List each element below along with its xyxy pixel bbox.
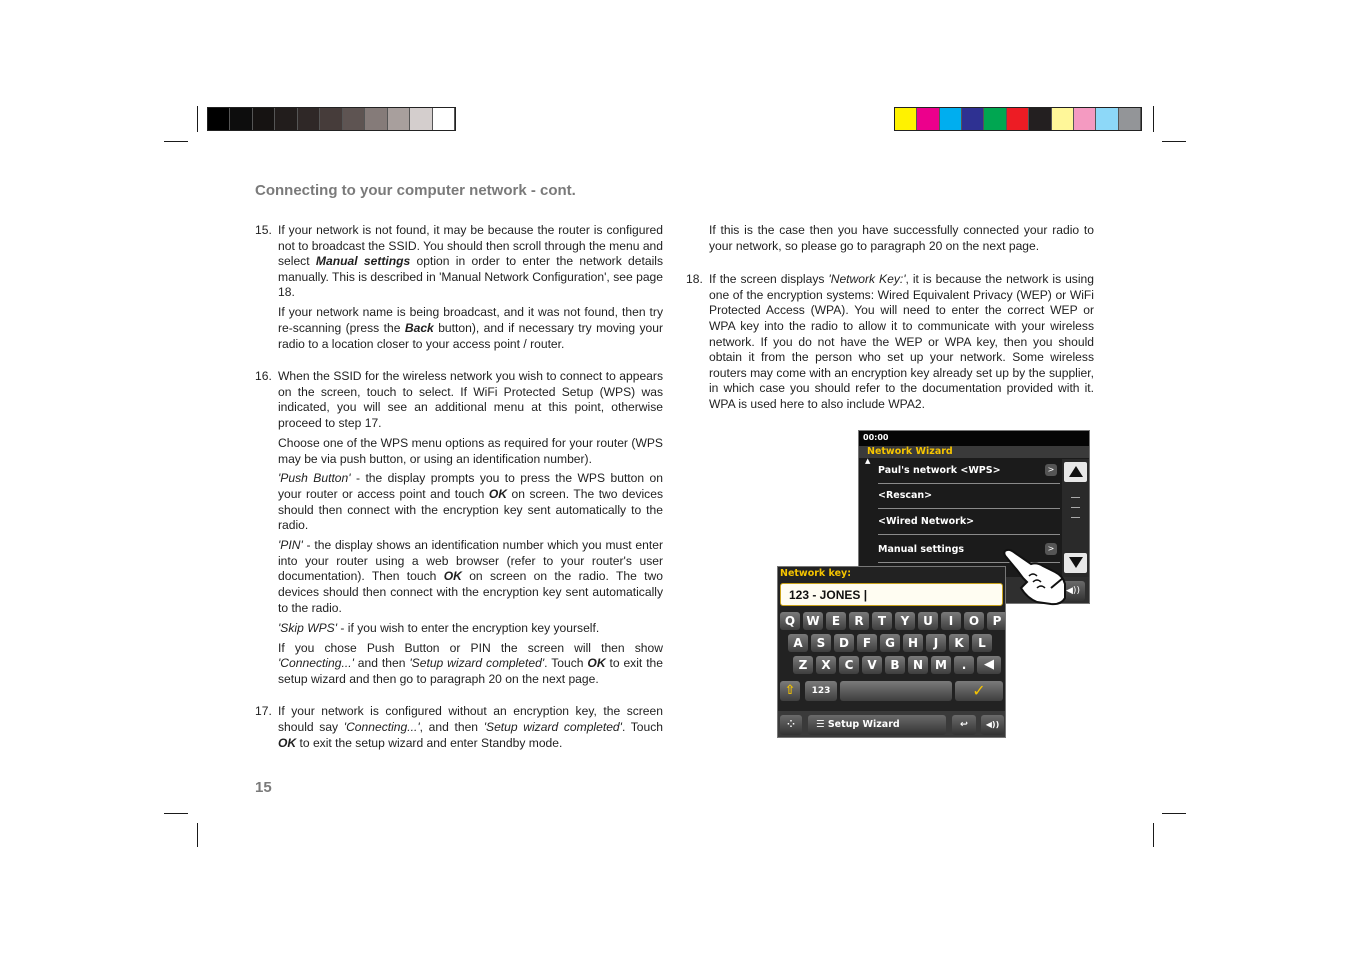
continuation-paragraph — [686, 223, 1094, 254]
page-heading: Connecting to your computer network - cont. — [255, 182, 576, 199]
color-swatch — [1029, 108, 1051, 130]
text: , and then — [419, 719, 484, 734]
step-15-paragraph-1 — [278, 223, 663, 301]
step-number: 16. — [255, 369, 272, 384]
text: to exit the setup wizard and then go to paragraph 20 on the next page. — [278, 656, 664, 686]
crop-mark — [1153, 106, 1154, 132]
menu-item-wired-network[interactable] — [878, 510, 1060, 535]
keyboard-row-3 — [793, 656, 974, 674]
left-column — [255, 223, 663, 768]
text: If your network is configured without an encryption key, the screen should say — [278, 704, 663, 734]
apps-icon[interactable]: ⁘ — [780, 715, 802, 735]
crop-mark — [164, 141, 188, 142]
key-a[interactable]: A — [788, 634, 808, 652]
setup-wizard-label: Setup Wizard — [827, 719, 900, 730]
key-o[interactable]: O — [964, 612, 984, 630]
key-g[interactable]: G — [880, 634, 900, 652]
network-key-value: 123 - JONES | — [789, 588, 868, 602]
key-t[interactable]: T — [872, 612, 892, 630]
network-key-input[interactable] — [780, 583, 1003, 606]
step-16-paragraph-5 — [278, 621, 663, 637]
keyboard-row-2 — [788, 634, 992, 652]
ok-term: OK — [443, 569, 462, 584]
key-z[interactable]: Z — [793, 656, 813, 674]
crop-mark — [164, 813, 188, 814]
gray-swatch — [365, 108, 387, 130]
key-u[interactable]: U — [918, 612, 938, 630]
text: - the display prompts you to press the WPS button on your router or access point and touch — [278, 471, 663, 502]
text: and then — [353, 656, 410, 671]
step-16-paragraph-1: When the SSID for the wireless network you wish to connect to appears on the screen, touch to select. If WiFi Protected Setup (WPS) was indicated, you will see an additional menu at this point, otherwise proceed to step 17. — [278, 369, 663, 430]
screen-title: Network Wizard — [867, 446, 953, 457]
clock: 00:00 — [863, 433, 889, 442]
menu-item-label: <Rescan> — [878, 490, 933, 501]
gray-swatch — [388, 108, 410, 130]
keyboard-row-1 — [780, 612, 1006, 630]
back-arrow-icon[interactable]: ↩ — [952, 715, 976, 735]
step-15-paragraph-2 — [278, 305, 663, 352]
text: If your network is not found, it may be because the router is configured not to broadcast the SSID. You should then scroll through the menu and select — [278, 223, 663, 269]
color-swatch — [1074, 108, 1096, 130]
key-e[interactable]: E — [826, 612, 846, 630]
color-swatch — [1007, 108, 1029, 130]
crop-mark — [197, 106, 198, 132]
text: on screen. The two devices should then connect with the encryption key sent automatically to the radio. — [278, 487, 664, 533]
pointing-hand-icon — [1003, 548, 1067, 606]
gray-swatch — [343, 108, 365, 130]
menu-icon: ☰ — [816, 719, 825, 730]
volume-icon[interactable]: ◀)) — [981, 715, 1004, 735]
scroll-down-button[interactable] — [1064, 553, 1087, 573]
key-y[interactable]: Y — [895, 612, 915, 630]
scroll-tick — [1071, 497, 1080, 498]
color-swatch — [1096, 108, 1118, 130]
color-swatch — [1119, 108, 1141, 130]
ok-term: OK — [587, 656, 606, 671]
step-number: 17. — [255, 704, 272, 719]
step-16-paragraph-6 — [278, 641, 663, 688]
gray-swatch — [230, 108, 252, 130]
menu-item-label: <Wired Network> — [878, 516, 975, 527]
gray-swatch — [253, 108, 275, 130]
key-d[interactable]: D — [834, 634, 854, 652]
key-s[interactable]: S — [811, 634, 831, 652]
text: . Touch — [544, 656, 588, 671]
gray-swatch — [208, 108, 230, 130]
scroll-tick — [1071, 507, 1080, 508]
confirm-check-button[interactable]: ✓ — [955, 681, 1003, 701]
setup-completed-term: 'Setup wizard completed' — [483, 719, 622, 734]
key-h[interactable]: H — [903, 634, 923, 652]
push-button-term: 'Push Button' — [278, 471, 351, 486]
color-swatch — [895, 108, 917, 130]
crop-mark — [1162, 141, 1186, 142]
color-swatch — [940, 108, 962, 130]
shift-key[interactable]: ⇧ — [780, 681, 800, 701]
color-swatch — [984, 108, 1006, 130]
key-p[interactable]: P — [987, 612, 1006, 630]
menu-item-label: Manual settings — [878, 544, 965, 555]
color-swatch — [1052, 108, 1074, 130]
crop-mark — [197, 823, 198, 847]
chevron-right-icon: > — [1045, 543, 1057, 555]
gray-swatch — [410, 108, 432, 130]
pin-term: 'PIN' — [278, 538, 303, 553]
gray-swatch — [298, 108, 320, 130]
connecting-term: 'Connecting...' — [278, 656, 354, 671]
text: option in order to enter the network details manually. This is described in 'Manual Network Configuration', see page 18. — [278, 254, 664, 300]
step-18-paragraph-1 — [709, 272, 1094, 412]
menu-item-label: Paul's network <WPS> — [878, 465, 1001, 476]
key-x[interactable]: X — [816, 656, 836, 674]
space-key[interactable] — [840, 681, 952, 701]
key-l[interactable]: L — [972, 634, 992, 652]
color-swatch — [917, 108, 939, 130]
text: . Touch — [621, 719, 664, 734]
manual-settings-term: Manual settings — [315, 254, 411, 269]
key-v[interactable]: V — [862, 656, 882, 674]
crop-mark — [1162, 813, 1186, 814]
key-r[interactable]: R — [849, 612, 869, 630]
up-indicator-icon: ▲ — [865, 457, 871, 465]
step-16-paragraph-2: Choose one of the WPS menu options as required for your router (WPS may be via push button, or using an identification number). — [278, 435, 663, 466]
key-w[interactable]: W — [803, 612, 823, 630]
setup-completed-term: 'Setup wizard completed' — [409, 656, 545, 671]
step-17-paragraph-1 — [278, 704, 663, 751]
scroll-up-button[interactable] — [1064, 462, 1087, 482]
key-i[interactable]: I — [941, 612, 961, 630]
color-swatch — [962, 108, 984, 130]
right-column — [686, 223, 1094, 430]
text: If the screen displays — [709, 272, 829, 287]
screen-title-bar — [859, 446, 1089, 458]
step-16-paragraph-4 — [278, 538, 663, 616]
menu-item-rescan[interactable] — [878, 484, 1060, 509]
text: on screen on the radio. The two devices should then connect with the encryption key sent automatically to the radio. — [278, 569, 663, 615]
network-key-term: 'Network Key:' — [828, 272, 906, 287]
key-f[interactable]: F — [857, 634, 877, 652]
bottom-bar — [778, 711, 1005, 738]
arrow-up-icon — [1069, 466, 1083, 477]
key-period[interactable]: . — [954, 656, 974, 674]
gray-swatch — [275, 108, 297, 130]
key-c[interactable]: C — [839, 656, 859, 674]
key-k[interactable]: K — [949, 634, 969, 652]
text: - the display shows an identification number which you must enter into your router using a web browser (refer to your router's user documentation). Then touch — [278, 538, 663, 584]
intro-text: If this is the case then you have successfully connected your radio to your network, so please go to paragraph 20 on the next page. — [709, 223, 1094, 253]
backspace-key[interactable]: ◀ — [977, 656, 1001, 674]
key-m[interactable]: M — [931, 656, 951, 674]
color-calibration-bar — [894, 107, 1142, 131]
network-key-label: Network key: — [780, 568, 852, 579]
ok-term: OK — [278, 735, 297, 750]
step-15 — [255, 223, 663, 352]
key-j[interactable]: J — [926, 634, 946, 652]
step-17 — [255, 704, 663, 751]
crop-mark — [1153, 823, 1154, 847]
numbers-key[interactable]: 123 — [805, 681, 837, 701]
arrow-down-icon — [1069, 557, 1083, 568]
step-18 — [686, 272, 1094, 412]
connecting-term: 'Connecting...' — [343, 719, 420, 734]
chevron-right-icon: > — [1045, 464, 1057, 476]
key-b[interactable]: B — [885, 656, 905, 674]
step-number: 15. — [255, 223, 272, 237]
text: If your network name is being broadcast, and it was not found, then try re-scanning (press the — [278, 305, 663, 335]
page-number: 15 — [255, 779, 272, 796]
skip-wps-term: 'Skip WPS' — [278, 620, 338, 635]
text: , it is because the network is using one of the encryption systems: Wired Equivalent Privacy (WEP) or WiFi Protected Access (WPA). You will need to enter the correct WEP or WPA key into the radio to allow it to communicate with your wireless network. If you do not have the WEP or WPA key, then you should obtain it from the person who set up your network. Some wireless routers may come with an encryption key already set up by the supplier, in which case you should refer to the documentation provided with it. WPA is used here to also include WPA2. — [709, 272, 1094, 411]
step-number: 18. — [686, 272, 703, 287]
setup-wizard-button[interactable] — [808, 715, 946, 735]
key-n[interactable]: N — [908, 656, 928, 674]
ok-term: OK — [488, 487, 508, 502]
status-bar — [859, 431, 1089, 446]
text: to exit the setup wizard and enter Standby mode. — [296, 735, 563, 750]
gray-swatch — [433, 108, 455, 130]
network-key-screen — [777, 566, 1006, 738]
text: If you chose Push Button or PIN the screen will then show — [278, 640, 663, 655]
back-term: Back — [404, 320, 434, 335]
gray-swatch — [320, 108, 342, 130]
key-q[interactable]: Q — [780, 612, 800, 630]
step-16-paragraph-3 — [278, 471, 663, 533]
volume-icon[interactable]: ◀)) — [1061, 581, 1085, 601]
grayscale-calibration-bar — [207, 107, 456, 131]
scroll-tick — [1071, 517, 1080, 518]
menu-item-pauls-network[interactable] — [878, 459, 1060, 484]
text: - if you wish to enter the encryption key yourself. — [337, 620, 600, 635]
step-16 — [255, 369, 663, 687]
text: button), and if necessary try moving your radio to a location closer to your access point / router. — [278, 320, 663, 351]
